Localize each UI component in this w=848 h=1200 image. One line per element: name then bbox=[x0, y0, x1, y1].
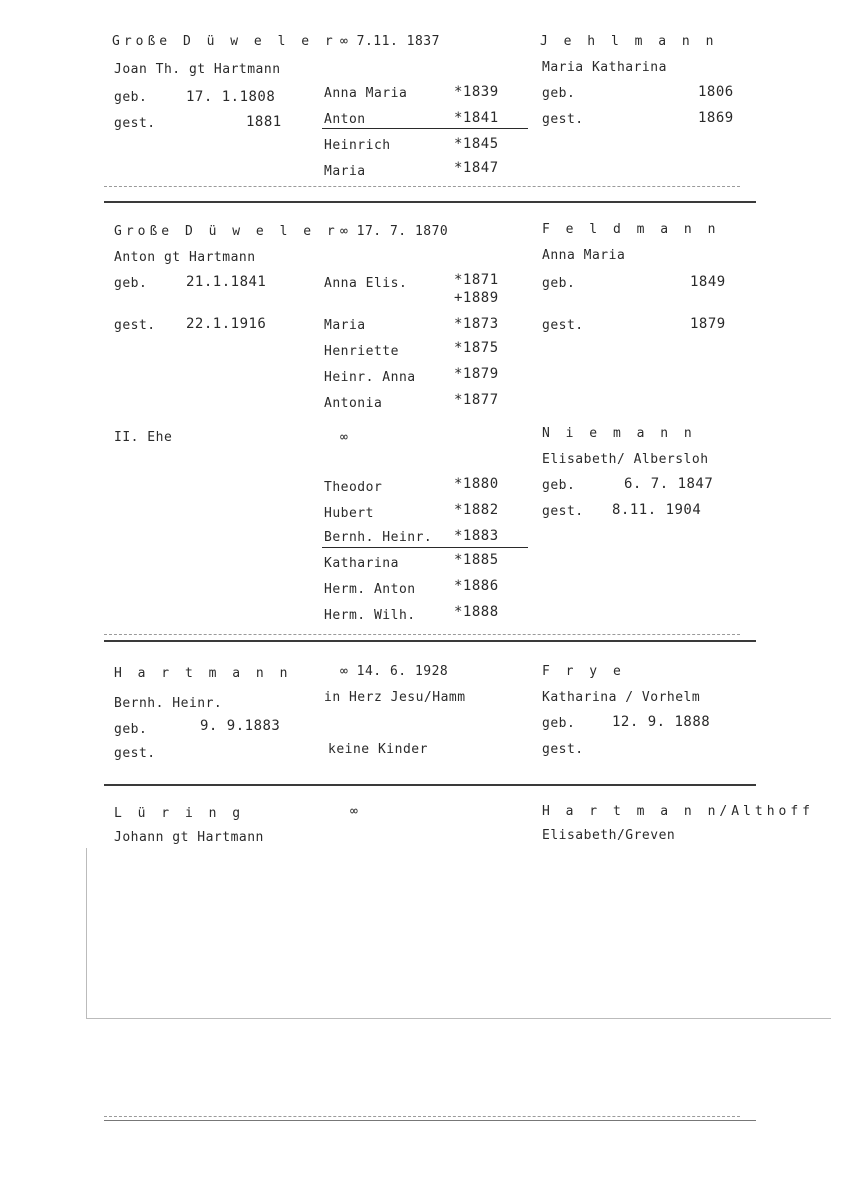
b3-child-year: *1886 bbox=[454, 578, 499, 594]
b2-w-died-label: gest. bbox=[542, 318, 584, 333]
b4-header-right: F r y e bbox=[542, 664, 625, 679]
b3-w-born: 6. 7. 1847 bbox=[624, 476, 714, 492]
b1-child-name: Anna Maria bbox=[324, 86, 408, 101]
b2-child-year: *1879 bbox=[454, 366, 499, 382]
b3-marriage: ∞ bbox=[340, 430, 349, 445]
b4-w-born: 12. 9. 1888 bbox=[612, 714, 711, 730]
separator bbox=[104, 201, 756, 203]
b1-h-born-label: geb. bbox=[114, 90, 148, 105]
b3-header-right: N i e m a n n bbox=[542, 426, 696, 441]
b2-wife: Anna Maria bbox=[542, 248, 626, 263]
blank-box bbox=[86, 848, 831, 1019]
b2-child-year: *1875 bbox=[454, 340, 499, 356]
b2-child-name: Heinr. Anna bbox=[324, 370, 416, 385]
b3-w-died: 8.11. 1904 bbox=[612, 502, 702, 518]
b2-w-born: 1849 bbox=[690, 274, 726, 290]
b2-h-died: 22.1.1916 bbox=[186, 316, 267, 332]
b2-child-name: Henriette bbox=[324, 344, 399, 359]
b1-child-name: Anton bbox=[324, 112, 366, 127]
b1-child-name: Maria bbox=[324, 164, 366, 179]
b3-child-year: *1888 bbox=[454, 604, 499, 620]
b1-h-died-label: gest. bbox=[114, 116, 156, 131]
b2-child-name: Antonia bbox=[324, 396, 383, 411]
b4-wife: Katharina / Vorhelm bbox=[542, 690, 701, 705]
b4-place: in Herz Jesu/Hamm bbox=[324, 690, 466, 705]
b2-w-died: 1879 bbox=[690, 316, 726, 332]
b1-h-born: 17. 1.1808 bbox=[186, 89, 276, 105]
b1-w-died: 1869 bbox=[698, 110, 734, 126]
b1-child-year: *1839 bbox=[454, 84, 499, 100]
b2-header-left: Große D ü w e l e r bbox=[114, 224, 339, 239]
b5-marriage: ∞ bbox=[350, 804, 359, 819]
separator bbox=[104, 1116, 740, 1117]
b3-child-name: Theodor bbox=[324, 480, 383, 495]
separator bbox=[104, 634, 740, 635]
b3-child-name: Herm. Wilh. bbox=[324, 608, 416, 623]
b5-header-right: H a r t m a n n/Althoff bbox=[542, 804, 815, 819]
b2-h-died-label: gest. bbox=[114, 318, 156, 333]
b2-child-year: *1873 bbox=[454, 316, 499, 332]
b4-w-died-label: gest. bbox=[542, 742, 584, 757]
b3-w-born-label: geb. bbox=[542, 478, 576, 493]
b1-husband: Joan Th. gt Hartmann bbox=[114, 62, 281, 77]
separator bbox=[104, 784, 756, 786]
b1-wife: Maria Katharina bbox=[542, 60, 667, 75]
b2-child-year: +1889 bbox=[454, 290, 499, 306]
b2-child-year: *1877 bbox=[454, 392, 499, 408]
b2-child-year: *1871 bbox=[454, 272, 499, 288]
b1-underline bbox=[322, 128, 528, 129]
b2-marriage: ∞ 17. 7. 1870 bbox=[340, 224, 449, 239]
b2-h-born-label: geb. bbox=[114, 276, 148, 291]
b2-header-right: F e l d m a n n bbox=[542, 222, 720, 237]
b1-child-name: Heinrich bbox=[324, 138, 391, 153]
b4-husband: Bernh. Heinr. bbox=[114, 696, 223, 711]
b3-child-year: *1885 bbox=[454, 552, 499, 568]
b3-child-name: Hubert bbox=[324, 506, 374, 521]
b1-w-born-label: geb. bbox=[542, 86, 576, 101]
b3-child-name: Katharina bbox=[324, 556, 399, 571]
separator bbox=[104, 1120, 756, 1121]
b3-w-died-label: gest. bbox=[542, 504, 584, 519]
b2-child-name: Maria bbox=[324, 318, 366, 333]
b3-child-year: *1882 bbox=[454, 502, 499, 518]
b4-h-born-label: geb. bbox=[114, 722, 148, 737]
b1-child-year: *1845 bbox=[454, 136, 499, 152]
b1-child-year: *1847 bbox=[454, 160, 499, 176]
b2-h-born: 21.1.1841 bbox=[186, 274, 267, 290]
b2-child-name: Anna Elis. bbox=[324, 276, 408, 291]
b4-w-born-label: geb. bbox=[542, 716, 576, 731]
b5-husband: Johann gt Hartmann bbox=[114, 830, 264, 845]
b3-wife: Elisabeth/ Albersloh bbox=[542, 452, 709, 467]
b4-h-died-label: gest. bbox=[114, 746, 156, 761]
b4-note: keine Kinder bbox=[328, 742, 428, 757]
separator bbox=[104, 640, 756, 642]
b3-child-year: *1880 bbox=[454, 476, 499, 492]
b1-w-born: 1806 bbox=[698, 84, 734, 100]
b2-w-born-label: geb. bbox=[542, 276, 576, 291]
b1-header-right: J e h l m a n n bbox=[540, 34, 718, 49]
b3-underline bbox=[322, 547, 528, 548]
b1-marriage: ∞ 7.11. 1837 bbox=[340, 34, 440, 49]
b1-child-year: *1841 bbox=[454, 110, 499, 126]
b4-h-born: 9. 9.1883 bbox=[200, 718, 281, 734]
b1-w-died-label: gest. bbox=[542, 112, 584, 127]
separator bbox=[104, 186, 740, 187]
b3-child-name: Herm. Anton bbox=[324, 582, 416, 597]
b5-wife: Elisabeth/Greven bbox=[542, 828, 676, 843]
b5-header-left: L ü r i n g bbox=[114, 806, 245, 821]
b3-child-name: Bernh. Heinr. bbox=[324, 530, 433, 545]
b2-husband: Anton gt Hartmann bbox=[114, 250, 256, 265]
b1-h-died: 1881 bbox=[246, 114, 282, 130]
b4-header-left: H a r t m a n n bbox=[114, 666, 292, 681]
b3-header-left: II. Ehe bbox=[114, 430, 173, 445]
b4-marriage: ∞ 14. 6. 1928 bbox=[340, 664, 449, 679]
b3-child-year: *1883 bbox=[454, 528, 499, 544]
b1-header-left: Große D ü w e l e r bbox=[112, 34, 337, 49]
